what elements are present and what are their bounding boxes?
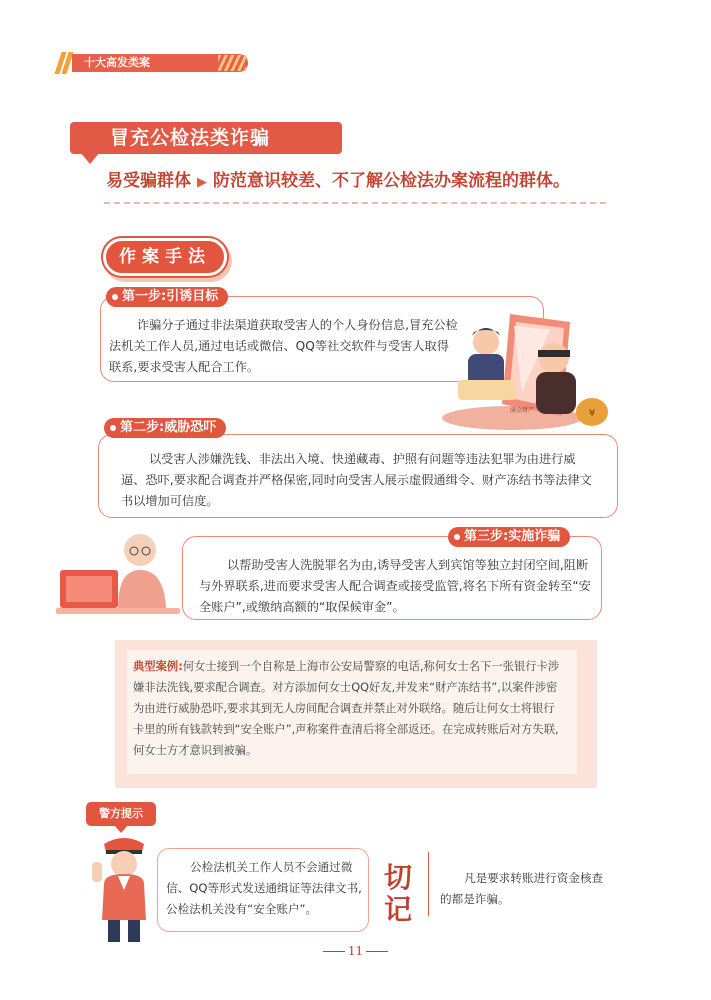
- step-2-text: 以受害人涉嫌洗钱、非法出入境、快递藏毒、护照有问题等违法犯罪为由进行威逼、恐吓,要求配合调查并严格保密,同时向受害人展示虚假通缉令、财产冻结书等法律文书以增加可信度。: [121, 452, 592, 508]
- police-cap-icon: [104, 838, 144, 852]
- typical-case-text: [133, 656, 565, 761]
- scammer-laptop-illustration: [432, 300, 610, 432]
- police-officer-illustration: [90, 834, 158, 946]
- vulnerable-group-description: 防范意识较差、不了解公检法办案流程的群体。: [213, 171, 570, 191]
- page-number-footer: [0, 944, 711, 958]
- header-stripes-decoration: [218, 55, 246, 71]
- elderly-person-icon: [124, 534, 156, 566]
- step-3-label: 第三步:实施诈骗: [448, 527, 570, 547]
- vulnerable-group-line: [106, 166, 570, 191]
- dashed-divider: [104, 202, 606, 204]
- step-1-label: 第一步:引诱目标: [106, 287, 228, 307]
- illustration-sign-label: 满金财产: [510, 407, 535, 414]
- method-heading: 作案手法: [119, 247, 211, 267]
- thief-icon: [539, 343, 569, 373]
- header-label: 十大高发类案: [84, 56, 150, 69]
- method-heading-badge: [103, 238, 227, 276]
- typical-case-body: 何女士接到一个自称是上海市公安局警察的电话,称何女士名下一张银行卡涉嫌非法洗钱,要求配合调查。对方添加何女士QQ好友,并发来“财产冻结书”,以案件涉密为由进行威胁恐吓,要求其到无人房间配合调查并禁止对外联络。随后让何女士将银行卡里的所有钱款转到“安全账户”,声称案件查清后将全部返还。在完成转账后对方失联,何女士方才意识到被骗。: [133, 660, 560, 757]
- step-1-text: 诈骗分子通过非法渠道获取受害人的个人身份信息,冒充公检法机关工作人员,通过电话或微信、QQ等社交软件与受害人取得联系,要求受害人配合工作。: [109, 318, 458, 374]
- step-2-card: [98, 434, 618, 518]
- section-header-banner: [58, 52, 248, 74]
- police-tip-bubble: [157, 848, 369, 932]
- police-tip-text: 公检法机关工作人员不会通过微信、QQ等形式发送通缉证等法律文书,公检法机关没有“安全账户”。: [166, 860, 362, 916]
- triangle-right-icon: ▶: [197, 175, 207, 190]
- typical-case-lead: 典型案例:: [133, 660, 183, 673]
- police-tip-tag: 警方提示: [86, 802, 156, 826]
- svg-text:¥: ¥: [588, 408, 596, 419]
- fake-officer-icon: [473, 329, 499, 355]
- step-3-card: [182, 536, 602, 620]
- remember-text: 凡是要求转账进行资金核查的都是诈骗。: [440, 871, 604, 906]
- page-number: 11: [347, 944, 364, 958]
- title-banner: [70, 122, 342, 154]
- typical-case-box: [115, 640, 597, 788]
- page-title: 冒充公检法类诈骗: [110, 127, 271, 149]
- vulnerable-group-label: 易受骗群体: [106, 171, 191, 191]
- remember-emphasis: 切记: [383, 861, 412, 926]
- elderly-victim-illustration: [56, 526, 188, 618]
- step-2-label: 第二步:威胁恐吓: [104, 418, 226, 438]
- step-3-text: 以帮助受害人洗脱罪名为由,诱导受害人到宾馆等独立封闭空间,阻断与外界联系,进而要求受害人配合调查或接受监管,将名下所有资金转至“安全账户”,或缴纳高额的“取保候审金”。: [199, 558, 591, 614]
- vertical-divider: [428, 852, 429, 916]
